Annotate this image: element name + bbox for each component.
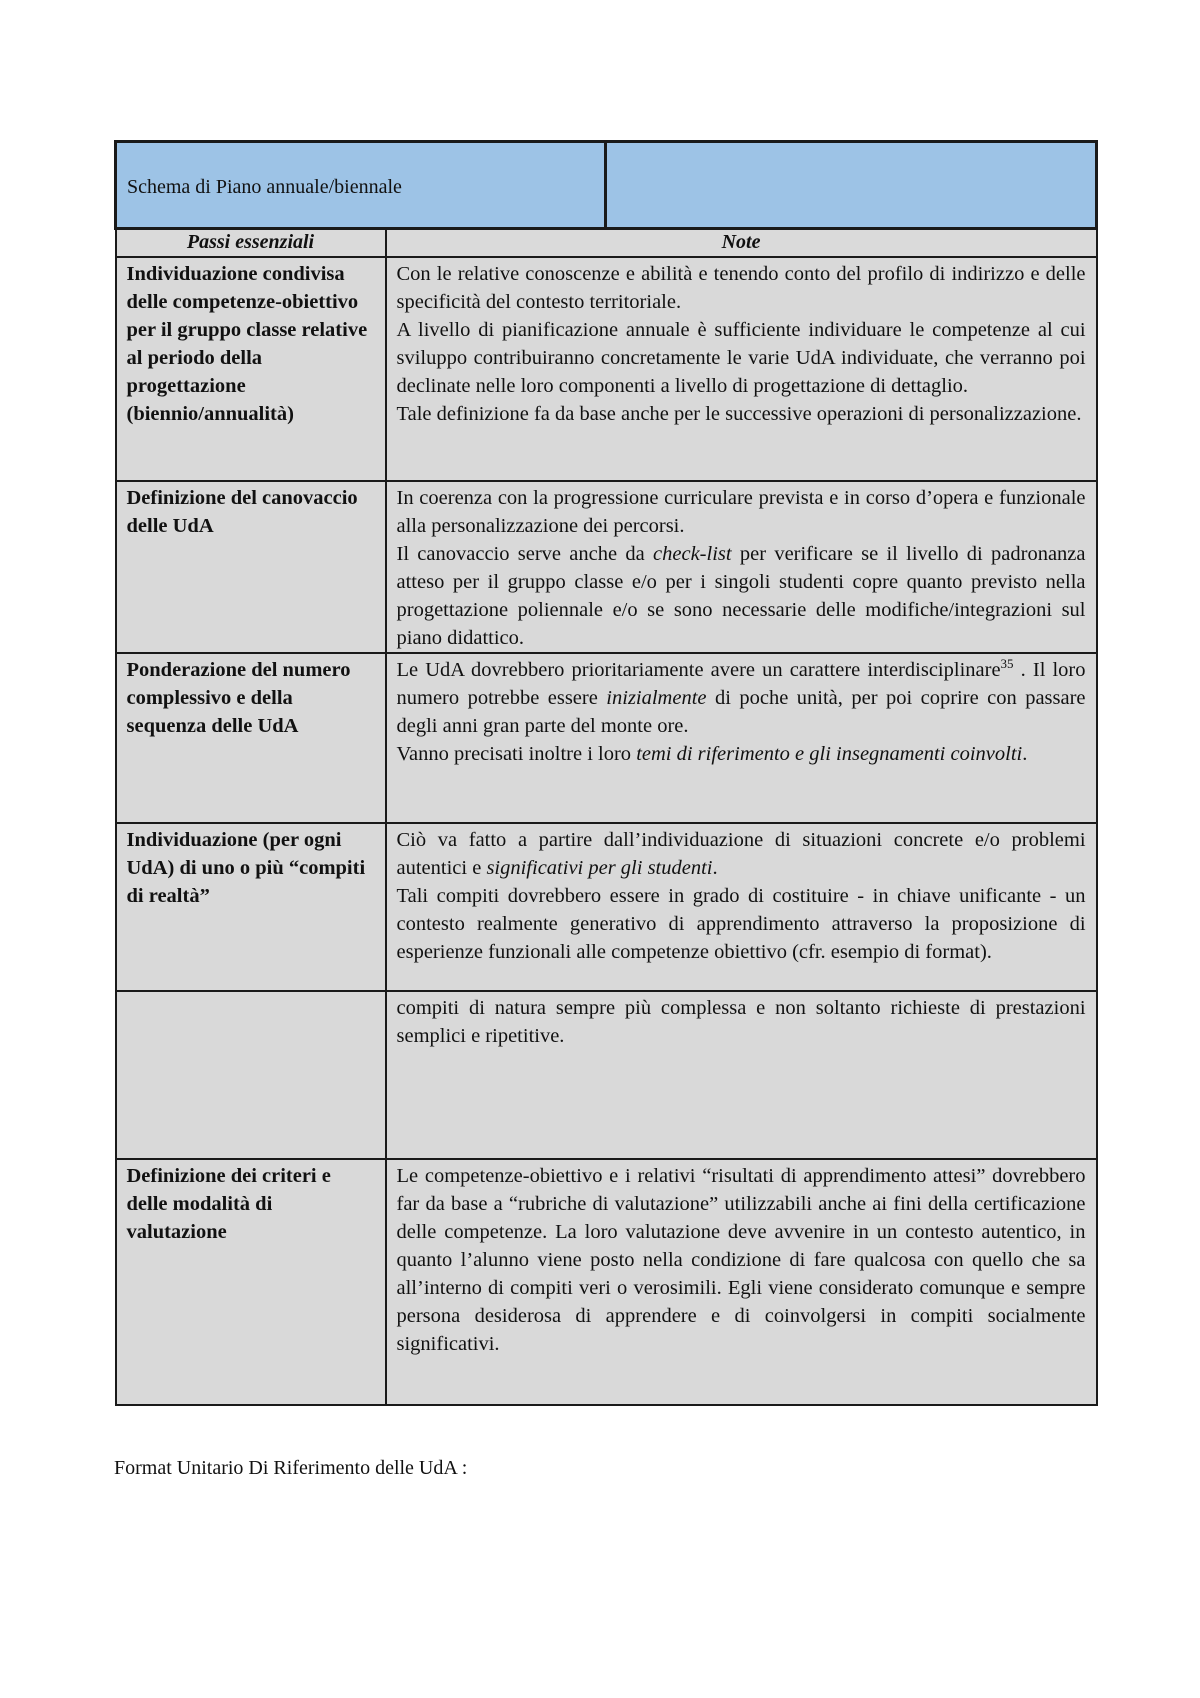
note-paragraph	[397, 540, 1086, 652]
note-text: temi di riferimento e gli insegnamenti coinvolti	[636, 743, 1023, 765]
note-text: inizialmente	[606, 687, 707, 709]
note-text: Tali compiti dovrebbero essere in grado di costituire - in chiave unificante - un contesto realmente generativo di apprendimento attraverso la proposizione di esperienze funzionali alle competenze obiettivo (cfr. esempio di format).	[396, 885, 1086, 963]
notes-cell	[386, 653, 1097, 823]
table-title-cell	[116, 142, 606, 229]
note-text: In coerenza con la progressione curriculare prevista e in corso d’opera e funzionale alla personalizzazione dei percorsi.	[396, 487, 1086, 537]
notes-cell	[386, 257, 1097, 481]
table-title-empty-cell	[606, 142, 1097, 229]
step-cell: Individuazione condivisa delle competenze-obiettivo per il gruppo classe relative al periodo della progettazione (biennio/annualità)	[116, 257, 386, 481]
step-cell: Definizione dei criteri e delle modalità di valutazione	[116, 1159, 386, 1405]
note-text: .	[712, 857, 718, 879]
title-row	[116, 142, 1097, 229]
table-row	[116, 653, 1097, 823]
step-cell: Ponderazione del numero complessivo e della sequenza delle UdA	[116, 653, 386, 823]
table-row	[116, 991, 1097, 1159]
column-header-row	[116, 229, 1097, 258]
table-row	[116, 823, 1097, 991]
column-header-notes: Note	[386, 229, 1097, 258]
step-cell: Definizione del canovaccio delle UdA	[116, 481, 386, 653]
notes-cell	[386, 991, 1097, 1159]
note-text: . Il loro numero potrebbe essere	[396, 659, 1086, 709]
note-paragraph	[397, 740, 1086, 768]
note-text: check-list	[653, 543, 732, 565]
table-row	[116, 1159, 1097, 1405]
plan-table	[114, 140, 1098, 1406]
note-text: Le UdA dovrebbero prioritariamente avere un carattere interdisciplinare	[396, 659, 1001, 681]
notes-cell	[386, 1159, 1097, 1405]
note-paragraph	[397, 316, 1086, 400]
column-header-steps: Passi essenziali	[116, 229, 386, 258]
step-cell: Individuazione (per ogni UdA) di uno o più “compiti di realtà”	[116, 823, 386, 991]
note-text: Tale definizione fa da base anche per le successive operazioni di personalizzazione.	[396, 403, 1082, 425]
note-paragraph	[397, 656, 1086, 740]
note-text: Le competenze-obiettivo e i relativi “risultati di apprendimento attesi” dovrebbero far da base a “rubriche di valutazione” utilizzabili anche ai fini della certificazione delle competenze. La loro valutazione deve avvenire in un contesto autentico, in quanto l’alunno viene posto nella condizione di fare qualcosa con quello che sa all’interno di compiti veri o verosimili. Egli viene considerato comunque e sempre persona desiderosa di apprendere e di coinvolgersi in compiti socialmente significativi.	[396, 1165, 1086, 1355]
note-text: Ciò va fatto a partire dall’individuazione di situazioni concrete e/o problemi autentici e	[396, 829, 1086, 879]
notes-cell	[386, 823, 1097, 991]
notes-cell	[386, 481, 1097, 653]
note-paragraph	[397, 882, 1086, 966]
note-text: Vanno precisati inoltre i loro	[396, 743, 637, 765]
note-text: Il canovaccio serve anche da	[396, 543, 654, 565]
note-paragraph	[397, 400, 1086, 428]
note-paragraph	[397, 826, 1086, 882]
note-text: di poche unità, per poi coprire con passare degli anni gran parte del monte ore.	[396, 687, 1086, 737]
footer-caption: Format Unitario Di Riferimento delle UdA :	[114, 1457, 468, 1479]
note-paragraph	[397, 994, 1086, 1050]
step-cell	[116, 991, 386, 1159]
table-row	[116, 257, 1097, 481]
note-paragraph	[397, 1162, 1086, 1358]
note-text: Con le relative conoscenze e abilità e tenendo conto del profilo di indirizzo e delle specificità del contesto territoriale.	[396, 263, 1086, 313]
table-title: Schema di Piano annuale/biennale	[127, 175, 402, 198]
note-text: per verificare se il livello di padronanza atteso per il gruppo classe e/o per i singoli studenti copre quanto previsto nella progettazione poliennale e/o se sono necessarie delle modifiche/integrazioni sul piano didattico.	[396, 543, 1086, 649]
note-paragraph	[397, 484, 1086, 540]
note-text: significativi per gli studenti	[486, 857, 713, 879]
note-text: .	[1022, 743, 1028, 765]
footnote-ref: 35	[1000, 656, 1014, 672]
table-row	[116, 481, 1097, 653]
note-text: compiti di natura sempre più complessa e non soltanto richieste di prestazioni semplici e ripetitive.	[396, 997, 1086, 1047]
note-text: A livello di pianificazione annuale è sufficiente individuare le competenze al cui sviluppo contribuiranno concretamente le varie UdA individuate, che verranno poi declinate nelle loro componenti a livello di progettazione di dettaglio.	[396, 319, 1086, 397]
note-paragraph	[397, 260, 1086, 316]
